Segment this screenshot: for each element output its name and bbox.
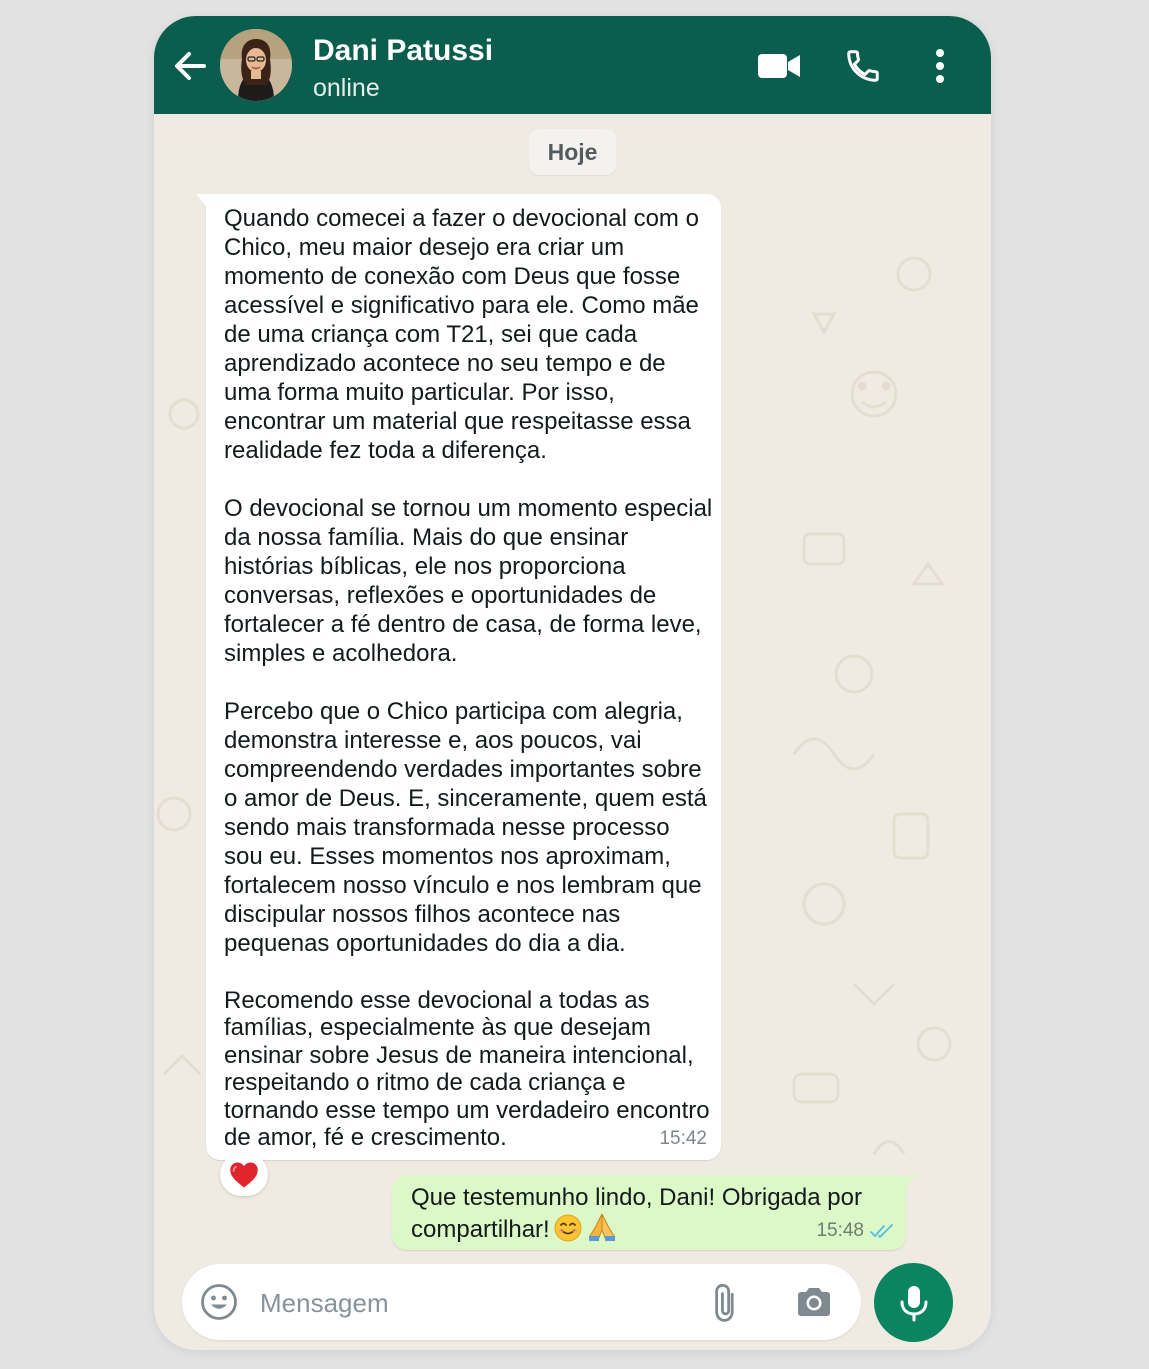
message-paragraph: O devocional se tornou um momento especial da nossa família. Mais do que ensinar histórias bíblicas, ele nos proporciona conversas, reflexões e oportunidades de fortalecer a fé dentro de casa, de forma leve, simples e acolhedora. xyxy=(224,495,713,667)
incoming-message-text xyxy=(224,204,714,1151)
video-camera-icon[interactable] xyxy=(757,45,801,87)
chat-window xyxy=(154,16,991,1350)
double-check-read-icon xyxy=(870,1223,894,1239)
bubble-tail xyxy=(904,1175,916,1191)
outgoing-message-body: Que testemunho lindo, Dani! Obrigada por compartilhar! xyxy=(411,1184,862,1243)
microphone-button[interactable] xyxy=(874,1263,953,1342)
message-paragraph: Percebo que o Chico participa com alegria, demonstra interesse e, aos poucos, vai compreendendo verdades importantes sobre o amor de Deus. E, sinceramente, quem está sendo mais transformada nesse processo sou eu. Esses momentos nos aproximam, fortalecem nosso vínculo e nos lembram que discipular nossos filhos acontece nas pequenas oportunidades do dia a dia. xyxy=(224,698,707,957)
message-time: 15:48 xyxy=(816,1220,864,1241)
microphone-icon xyxy=(897,1283,931,1323)
outgoing-message-bubble[interactable] xyxy=(392,1175,906,1250)
date-chip: Hoje xyxy=(529,129,616,175)
heart-reaction[interactable] xyxy=(220,1153,268,1196)
heart-icon xyxy=(229,1161,259,1189)
message-composer xyxy=(182,1264,861,1340)
outgoing-message-meta xyxy=(816,1220,894,1242)
message-time: 15:42 xyxy=(659,1128,707,1149)
message-paragraph: Quando comecei a fazer o devocional com o Chico, meu maior desejo era criar um momento de conexão com Deus que fosse acessível e significativo para ele. Como mãe de uma criança com T21, sei que cada aprendizado acontece no seu tempo e de uma forma muito particular. Por isso, encontrar um material que respeitasse essa realidade fez toda a diferença. xyxy=(224,205,699,464)
folded-hands-emoji xyxy=(586,1212,618,1242)
contact-name[interactable]: Dani Patussi xyxy=(313,34,494,67)
outgoing-message-text xyxy=(411,1183,881,1244)
phone-icon[interactable] xyxy=(844,45,882,87)
smiling-face-emoji xyxy=(554,1214,582,1242)
avatar[interactable] xyxy=(220,29,292,101)
chat-header xyxy=(154,16,991,114)
incoming-message-bubble[interactable] xyxy=(206,194,721,1160)
contact-status: online xyxy=(313,74,380,102)
emoji-icon[interactable] xyxy=(200,1283,238,1321)
message-input[interactable] xyxy=(258,1280,682,1326)
back-arrow-icon[interactable] xyxy=(170,46,210,86)
bubble-tail xyxy=(196,194,208,210)
more-vertical-icon[interactable] xyxy=(929,45,951,87)
message-paragraph: Recomendo esse devocional a todas as famílias, especialmente às que desejam ensinar sobre Jesus de maneira intencional, respeitando o ritmo de cada criança e tornando esse tempo um verdadeiro encontro de amor, fé e crescimento. xyxy=(224,987,710,1152)
camera-icon[interactable] xyxy=(794,1282,834,1322)
paperclip-icon[interactable] xyxy=(702,1281,744,1323)
